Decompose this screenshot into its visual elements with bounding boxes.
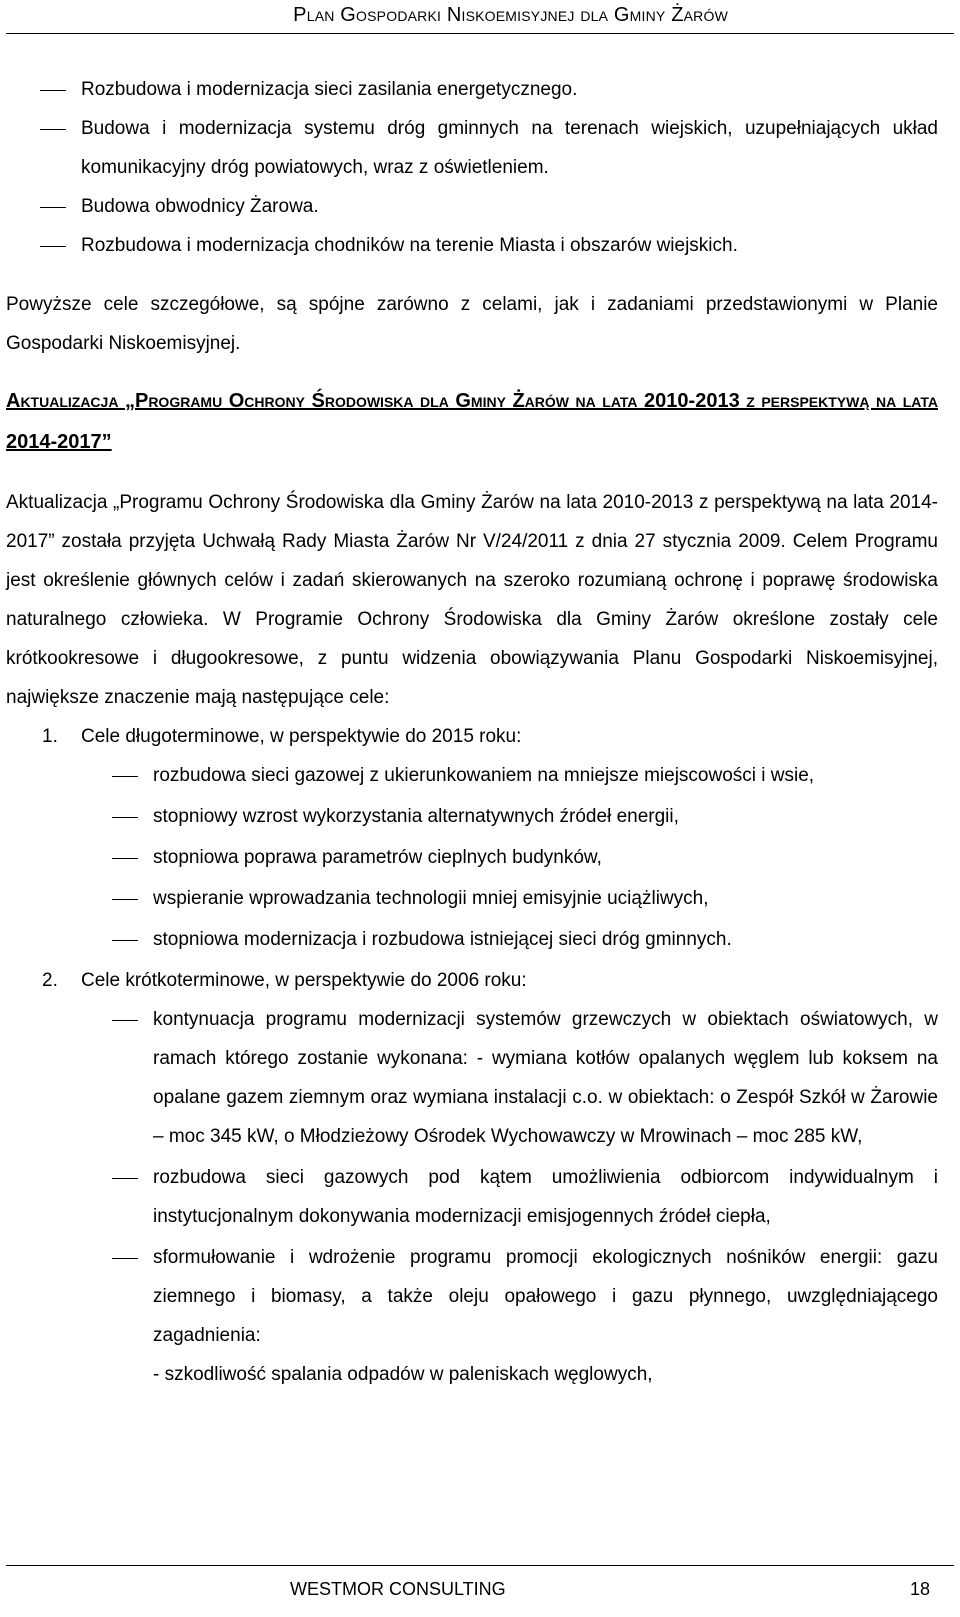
- header-rule: [6, 33, 954, 34]
- goal-short-term: [6, 961, 938, 1000]
- list-item-text: stopniowa poprawa parametrów cieplnych budynków,: [153, 847, 602, 868]
- list-item: [6, 756, 938, 795]
- list-item-text: kontynuacja programu modernizacji systemów grzewczych w obiektach oświatowych, w ramach którego zostanie wykonana: - wymiana kotłów opalanych węglem lub koksem na opalane gazem ziemnym oraz wymiana instalacji c.o. w obiektach: o Zespół Szkół w Żarowie – moc 345 kW, o Młodzieżowy Ośrodek Wychowawczy w Mrowinach – moc 285 kW,: [153, 1009, 938, 1147]
- list-item: [6, 1158, 938, 1236]
- paragraph-program: Aktualizacja „Programu Ochrony Środowiska dla Gminy Żarów na lata 2010-2013 z perspektywą na lata 2014-2017” została przyjęta Uchwałą Rady Miasta Żarów Nr V/24/2011 z dnia 27 stycznia 2009. Celem Programu jest określenie głównych celów i zadań skierowanych na szeroko rozumianą ochronę i poprawę środowiska naturalnego człowieka. W Programie Ochrony Środowiska dla Gminy Żarów określone zostały cele krótkookresowe i długookresowe, z puntu widzenia obowiązywania Planu Gospodarki Niskoemisyjnej, największe znaczenie mają następujące cele:: [6, 492, 938, 708]
- list-item-text: Rozbudowa i modernizacja chodników na terenie Miasta i obszarów wiejskich.: [81, 235, 738, 256]
- list-item-text: stopniowy wzrost wykorzystania alternatywnych źródeł energii,: [153, 806, 679, 827]
- list-item-text: sformułowanie i wdrożenie programu promocji ekologicznych nośników energii: gazu ziemnego i biomasy, a także oleju opałowego i gazu płynnego, uwzględniającego zagadnienia:: [153, 1247, 938, 1346]
- footer-company: WESTMOR CONSULTING: [290, 1579, 506, 1599]
- footer-rule: [6, 1565, 954, 1566]
- page-header: [0, 0, 960, 48]
- list-item: [6, 797, 938, 836]
- goal-number: 1.: [42, 726, 58, 747]
- list-item: [6, 187, 938, 226]
- goal-title: Cele długoterminowe, w perspektywie do 2015 roku:: [81, 726, 522, 747]
- paragraph-summary: Powyższe cele szczegółowe, są spójne zarówno z celami, jak i zadaniami przedstawionymi w Planie Gospodarki Niskoemisyjnej.: [6, 294, 938, 354]
- list-item: [6, 879, 938, 918]
- page-number: 18: [909, 1579, 930, 1599]
- list-item: [6, 70, 938, 109]
- list-item-text: rozbudowa sieci gazowej z ukierunkowaniem na mniejsze miejscowości i wsie,: [153, 765, 815, 786]
- list-item: [6, 838, 938, 877]
- list-item: [6, 920, 938, 959]
- list-item-text: Rozbudowa i modernizacja sieci zasilania energetycznego.: [81, 79, 578, 100]
- goal-long-term: [6, 717, 938, 756]
- page-footer: [0, 1557, 960, 1617]
- section-heading: Aktualizacja „Programu Ochrony Środowiska dla Gminy Żarów na lata 2010-2013 z perspektywą na lata 2014-2017”: [6, 390, 938, 453]
- document-body: [6, 70, 938, 1394]
- list-item-text: wspieranie wprowadzania technologii mniej emisyjnie uciążliwych,: [153, 888, 709, 909]
- list-item: [6, 226, 938, 265]
- list-item-text: rozbudowa sieci gazowych pod kątem umożliwienia odbiorcom indywidualnym i instytucjonalnym dokonywania modernizacji emisjogennych źródeł ciepła,: [153, 1167, 938, 1227]
- list-item: [6, 1000, 938, 1156]
- list-item-text: stopniowa modernizacja i rozbudowa istniejącej sieci dróg gminnych.: [153, 929, 732, 950]
- goal-title: Cele krótkoterminowe, w perspektywie do 2006 roku:: [81, 970, 527, 991]
- list-continuation: - szkodliwość spalania odpadów w paleniskach węglowych,: [153, 1364, 653, 1385]
- list-item: [6, 1238, 938, 1355]
- list-item-text: Budowa i modernizacja systemu dróg gminnych na terenach wiejskich, uzupełniających układ komunikacyjny dróg powiatowych, wraz z oświetleniem.: [81, 118, 938, 178]
- list-item: [6, 109, 938, 187]
- list-item-text: Budowa obwodnicy Żarowa.: [81, 196, 319, 217]
- goal-number: 2.: [42, 970, 58, 991]
- header-title: Plan Gospodarki Niskoemisyjnej dla Gminy Żarów: [293, 4, 728, 26]
